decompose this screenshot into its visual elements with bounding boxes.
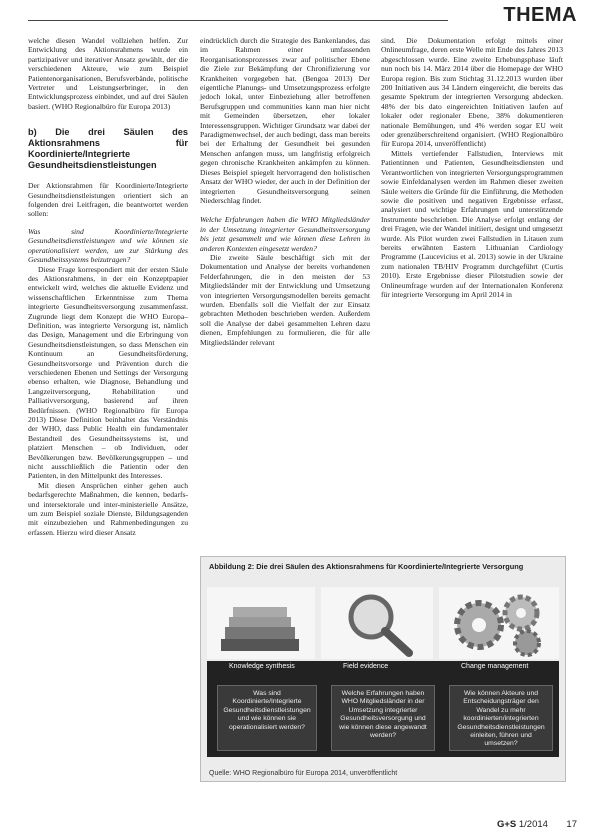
pillars-band [207, 661, 559, 757]
paragraph: Diese Frage korrespondiert mit der ersten Säule des Aktionsrahmens, in der ein Konzeptpapier entwickelt wird, welches die aktuelle Evidenz und wissenschaftlichen Erkenntnisse zum Thema integrierte Gesundheitsversorgung zusammenfasst. Zugrunde liegt dem Konzept die WHO Europa–Definition, was integrierte Versorgung ist, nämlich das Design, Management und die Erbringung von Gesundheitsdienstleistungen, so dass Menschen ein Kontinuum an Gesundheitsförderung, Gesundheitsvorsorge und Prävention durch die verschiedenen Ebenen und Settings der Versorgung ebenso erhalten, wie Diagnose, Behandlung und Langzeitversorgung, Rehabilitation und Palliativversorgung, basierend auf ihren Bedürfnissen. (WHO Regionalbüro für Europa 2013) Diese Definition beinhaltet das Verständnis der WHO, dass Public Health ein fundamentaler Bestandteil des Gesundheitssystems ist, und platziert Menschen – ob Individuen, oder Bevölkerungen bzw. Bevölkerungsgruppen – und nicht ausschließlich die Patientin oder den Patienten, in den Mittelpunkt des Interesses. [28, 264, 188, 481]
paragraph: Der Aktionsrahmen für Koordinierte/Integrierte Gesundheitsdienstleistungen orientiert sich an folgenden drei Leitfragen, die beantwortet werden sollen: [28, 181, 188, 219]
figure-three-pillars [200, 556, 566, 782]
issue-number: 1/2014 [518, 819, 548, 830]
magnifier-illustration [321, 587, 433, 659]
header-rule [28, 20, 448, 21]
guiding-question: Welche Erfahrungen haben die WHO Mitgliedsländer in der Umsetzung integrierter Gesundheitsversorgung bis jetzt gesammelt und wie können diese Lehren in anderen Kontexten eingesetzt werden? [200, 215, 370, 253]
books-icon [207, 587, 315, 659]
paragraph: Mittels vertiefender Fallstudien, Interviews mit Patientinnen und Patienten, Gesundheitsdiensten und Verantwortlichen von integrierten Versorgungsprogrammen sowie Einfeldanalysen werden im Rahmen dieser zweiten Säule weiters die Gründe für die Einführung, die Methoden sowie die positiven und negativen Ergebnisse erfasst, analysiert und wichtige Erfahrungen und unterstützende Instrumente beschrieben. Die Analyse erfolgt entlang der drei Fragen, wie der Wandel initiiert, designt und umgesetzt wurde. Als Pilot wurden zwei Fallstudien in Litauen zum bereits erwähnten Eastern Lithuanian Cardiology Programme (Laucevicius et al. 2013) sowie in der Ukraine zum nationalen TB/HIV Programm durchgeführt (Curtis 2010). Erste Ergebnisse dieser Pilotstudien sowie der Onlineumfrage wurden auf der Internationalen Konferenz für integrierte Versorgung im April 2014 in [381, 148, 563, 299]
page-footer [497, 819, 577, 830]
pillar-text: Welche Erfahrungen haben WHO Mitgliedsländer in der Umsetzung integrierter Gesundheitsversorgung und wie können diese angewandt werden? [331, 685, 435, 751]
paragraph: welche diesen Wandel vollziehen helfen. Zur Entwicklung des Aktionsrahmens wurde ein partizipativer und iterativer Ansatz gewählt, der die verschiedenen Akteure, wie zum Beispiel Patientenorganisationen, Berufsverbände, politische Vertreter und Leistungserbringer, in den Entwicklungsprozess einbindet, und auf drei Säulen basiert. (WHO Regionalbüro für Europa 2013) [28, 36, 188, 111]
figure-source: Quelle: WHO Regionalbüro für Europa 2014, unveröffentlicht [209, 770, 398, 777]
paragraph: eindrücklich durch die Strategie des Bankenlandes, das im Rahmen einer umfassenden Reorganisationsprozesses zwar auf politischer Ebene die Ziele zur Bekämpfung der Chronifizierung vor Krankheiten vorgegeben hat. (Bengoa 2013) Der eigentliche Planungs- und Umsetzungsprozess erfolgte jedoch lokal, unter Einbeziehung aller betroffenen Berufsgruppen und communities kann man hier nicht mit Gemeinden übersetzen, eher lokaler Interessensgruppen. Wichtiger Grundsatz war dabei der Paradigmenwechsel, der auch bedingt, dass man bereits bei der Erhaltung der Gesundheit bei gesunden Menschen anfangen muss, um langfristig erfolgreich gegen chronische Krankheiten ankämpfen zu können. Dieses Beispiel spiegelt hervorragend den holistischen Ansatz der WHO wieder, der auch in der Definition der integrierten Gesundheitsversorgung seinen Niederschlag findet. [200, 36, 370, 205]
gears-icon [439, 587, 559, 659]
gears-illustration [439, 587, 559, 659]
magnifier-icon [321, 587, 433, 659]
journal-name: G+S [496, 819, 517, 830]
pillar-text: Wie können Akteure und Entscheidungsträger den Wandel zu mehr koordinierten/integrierten Gesundheitsdienstleistungen einleiten, führen und umsetzen? [449, 685, 553, 751]
page-number: 17 [566, 819, 577, 830]
books-illustration [207, 587, 315, 659]
guiding-question: Was sind Koordinierte/Integrierte Gesundheitsdienstleistungen und wie können sie operationalisiert werden, um zur Stärkung des Gesundheitssystems beizutragen? [28, 226, 188, 265]
figure-caption: Abbildung 2: Die drei Säulen des Aktionsrahmens für Koordinierte/Integrierte Versorgung [209, 562, 524, 571]
column-3 [381, 36, 563, 299]
column-2 [200, 36, 370, 347]
paragraph: sind. Die Dokumentation erfolgt mittels einer Onlineumfrage, deren erste Welle mit Ende des Jahres 2013 abgeschlossen wurde. Eine zweite Erhebungsphase läuft nun noch bis 14. März 2014 über die Homepage der WHO Europa region. Bis zum Stichtag 31.12.2013 wurden über 200 Initiativen aus 34 Ländern eingereicht, die bereits das gesamte Spektrum der integrierten Versorgung abdecken. 48% der bis dato eingereichten Initiativen laufen auf lokaler oder regionaler Ebene, 38% dokumentieren nationale Bemühungen, und 4% werden sogar EU weit oder grenzüberschreitend organisiert. (WHO Regionalbüro für Europa 2014, unveröffentlicht) [381, 36, 563, 149]
pillar-title: Change management [461, 663, 529, 670]
paragraph: Mit diesen Ansprüchen einher gehen auch bedarfsgerechte Maßnahmen, die kennen, bedarfs- und intersektorale und inter-ministerielle Ansätze, um zum Beispiel soziale Dienste, Bildungsagenden mit einzubeziehen und Rahmenbedingungen zu erfassen. Hierzu wird dieser Ansatz [28, 480, 188, 537]
section-title: THEMA [503, 4, 577, 26]
pillar-title: Knowledge synthesis [229, 663, 295, 670]
section-heading: b) Die drei Säulen des Aktionsrahmens für Koordinierte/Integrierte Gesundheitsdienstleistungen [28, 127, 188, 171]
pillar-text: Was sind Koordinierte/Integrierte Gesundheitsdienstleistungen und wie können sie operationalisiert werden? [217, 685, 317, 751]
column-1 [28, 36, 188, 537]
pillar-title: Field evidence [343, 663, 389, 670]
paragraph: Die zweite Säule beschäftigt sich mit der Dokumentation und Analyse der bereits vorhandenen Felderfahrungen, die in den meisten der 53 Mitgliedsländer mit der Entwicklung und Umsetzung von integrierten Versorgungsmodellen bereits gemacht wurden. Ebenfalls soll die Vielfalt der zur Einsatz gebrachten Methoden beschrieben werden. Außerdem soll die Analyse der dabei gesammelten Lehren dazu dienen, Empfehlungen zu formulieren, die für alle Mitgliedsländer relevant [200, 252, 370, 347]
